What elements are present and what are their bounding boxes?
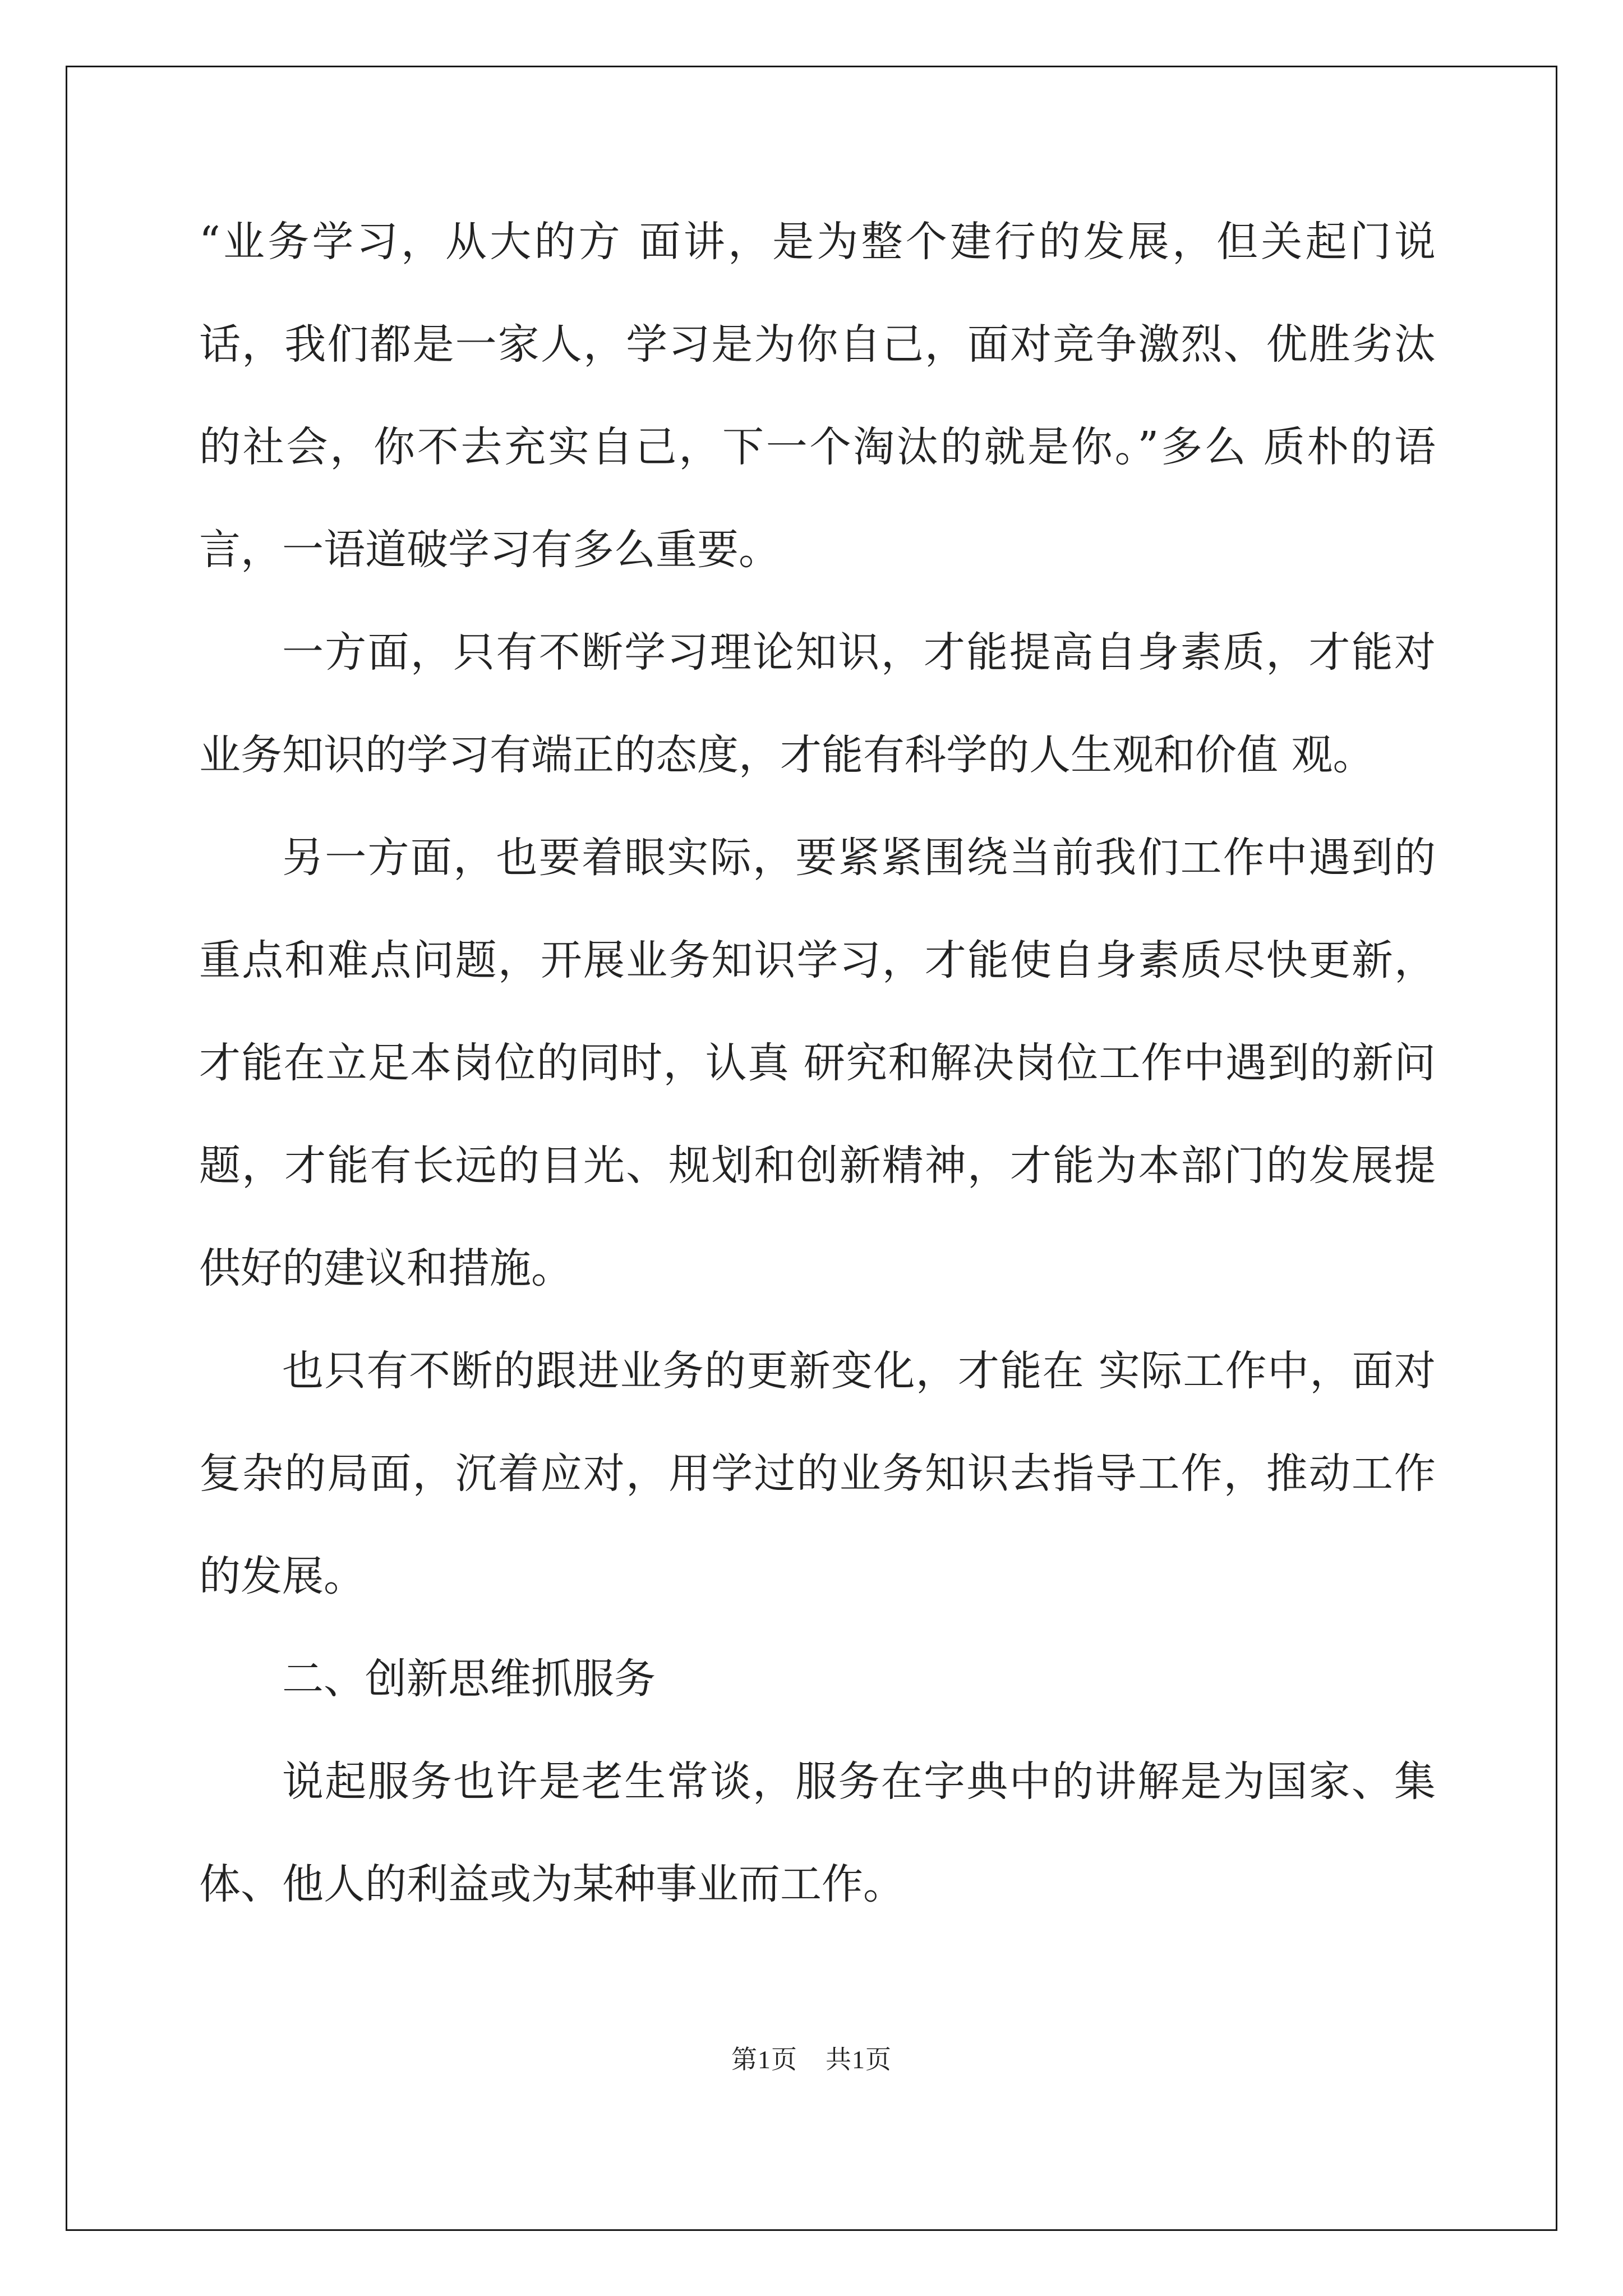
page-footer	[0, 2039, 1623, 2076]
page-number: 第1页	[731, 2045, 797, 2074]
document-body	[199, 191, 1436, 1936]
paragraph-2: 一方面，只有不断学习理论知识，才能提高自身素质，才能对业务知识的学习有端正的态度，才能有科学的人生观和价值 观。	[199, 628, 1436, 779]
page-total: 共1页	[826, 2045, 892, 2074]
paragraph-1: “业务学习，从大的方 面讲，是为整个建行的发展，但关起门说话，我们都是一家人，学习是为你自己，面对竞争激烈、优胜劣汰的社会，你不去充实自己，下一个淘汰的就是你。”多么 质朴的语言，一语道破学习有多么重要。	[199, 218, 1436, 574]
paragraph-3: 另一方面，也要着眼实际，要紧紧围绕当前我们工作中遇到的重点和难点问题，开展业务知识学习，才能使自身素质尽快更新，才能在立足本岗位的同时，认真 研究和解决岗位工作中遇到的新问题，才能有长远的目光、规划和创新精神，才能为本部门的发展提供好的建议和措施。	[199, 834, 1436, 1292]
paragraph-4: 也只有不断的跟进业务的更新变化，才能在 实际工作中，面对复杂的局面，沉着应对，用学过的业务知识去指导工作，推动工作的发展。	[199, 1347, 1436, 1600]
paragraph-5: 说起服务也许是老生常谈，服务在字典中的讲解是为国家、集体、他人的利益或为某种事业而工作。	[199, 1757, 1436, 1908]
section-heading: 二、创新思维抓服务	[282, 1655, 656, 1703]
